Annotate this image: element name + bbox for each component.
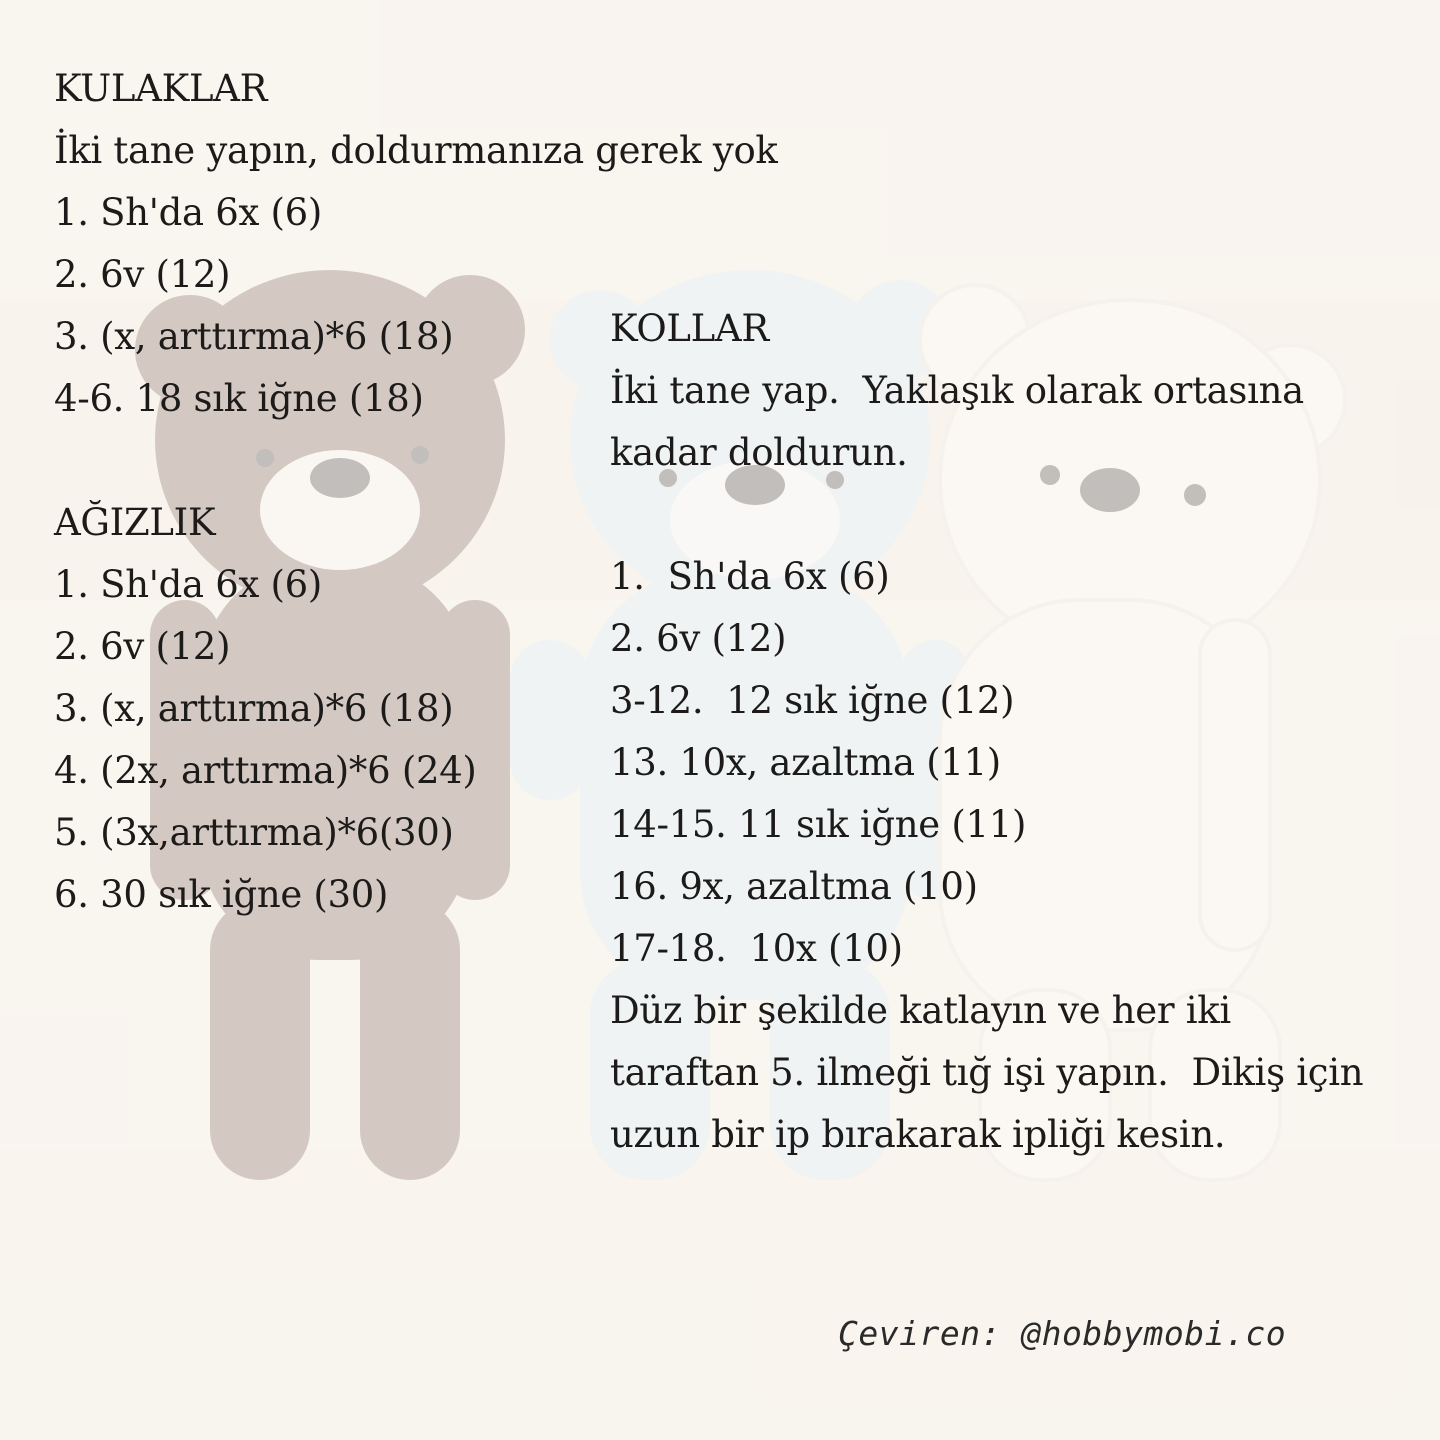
agizlik-row: 3. (x, arttırma)*6 (18) xyxy=(54,687,454,730)
kollar-finish-line: Düz bir şekilde katlayın ve her iki xyxy=(610,989,1231,1032)
agizlik-title: AĞIZLIK xyxy=(54,501,216,544)
kulaklar-subtitle: İki tane yapın, doldurmanıza gerek yok xyxy=(54,129,778,172)
right-column xyxy=(610,298,1363,1166)
kollar-row: 2. 6v (12) xyxy=(610,617,787,660)
agizlik-row: 6. 30 sık iğne (30) xyxy=(54,873,389,916)
kulaklar-row: 3. (x, arttırma)*6 (18) xyxy=(54,315,454,358)
kollar-finish-line: taraftan 5. ilmeği tığ işi yapın. Dikiş için xyxy=(610,1051,1364,1094)
kulaklar-row: 2. 6v (12) xyxy=(54,253,231,296)
agizlik-row: 2. 6v (12) xyxy=(54,625,231,668)
kollar-finish-line: uzun bir ip bırakarak ipliği kesin. xyxy=(610,1113,1226,1156)
agizlik-row: 4. (2x, arttırma)*6 (24) xyxy=(54,749,477,792)
kollar-subtitle-line: İki tane yap. Yaklaşık olarak ortasına xyxy=(610,369,1304,412)
kollar-title: KOLLAR xyxy=(610,307,769,350)
section-gap xyxy=(610,484,1363,546)
kollar-subtitle-line: kadar doldurun. xyxy=(610,431,908,474)
kollar-row: 16. 9x, azaltma (10) xyxy=(610,865,978,908)
translator-credit: Çeviren: @hobbymobi.co xyxy=(838,1314,1287,1353)
kollar-row: 14-15. 11 sık iğne (11) xyxy=(610,803,1027,846)
agizlik-row: 1. Sh'da 6x (6) xyxy=(54,563,322,606)
kollar-row: 1. Sh'da 6x (6) xyxy=(610,555,890,598)
kulaklar-title: KULAKLAR xyxy=(54,67,268,110)
agizlik-row: 5. (3x,arttırma)*6(30) xyxy=(54,811,454,854)
kollar-row: 17-18. 10x (10) xyxy=(610,927,903,970)
kollar-row: 3-12. 12 sık iğne (12) xyxy=(610,679,1015,722)
kulaklar-row: 4-6. 18 sık iğne (18) xyxy=(54,377,424,420)
kulaklar-row: 1. Sh'da 6x (6) xyxy=(54,191,322,234)
kollar-row: 13. 10x, azaltma (11) xyxy=(610,741,1001,784)
